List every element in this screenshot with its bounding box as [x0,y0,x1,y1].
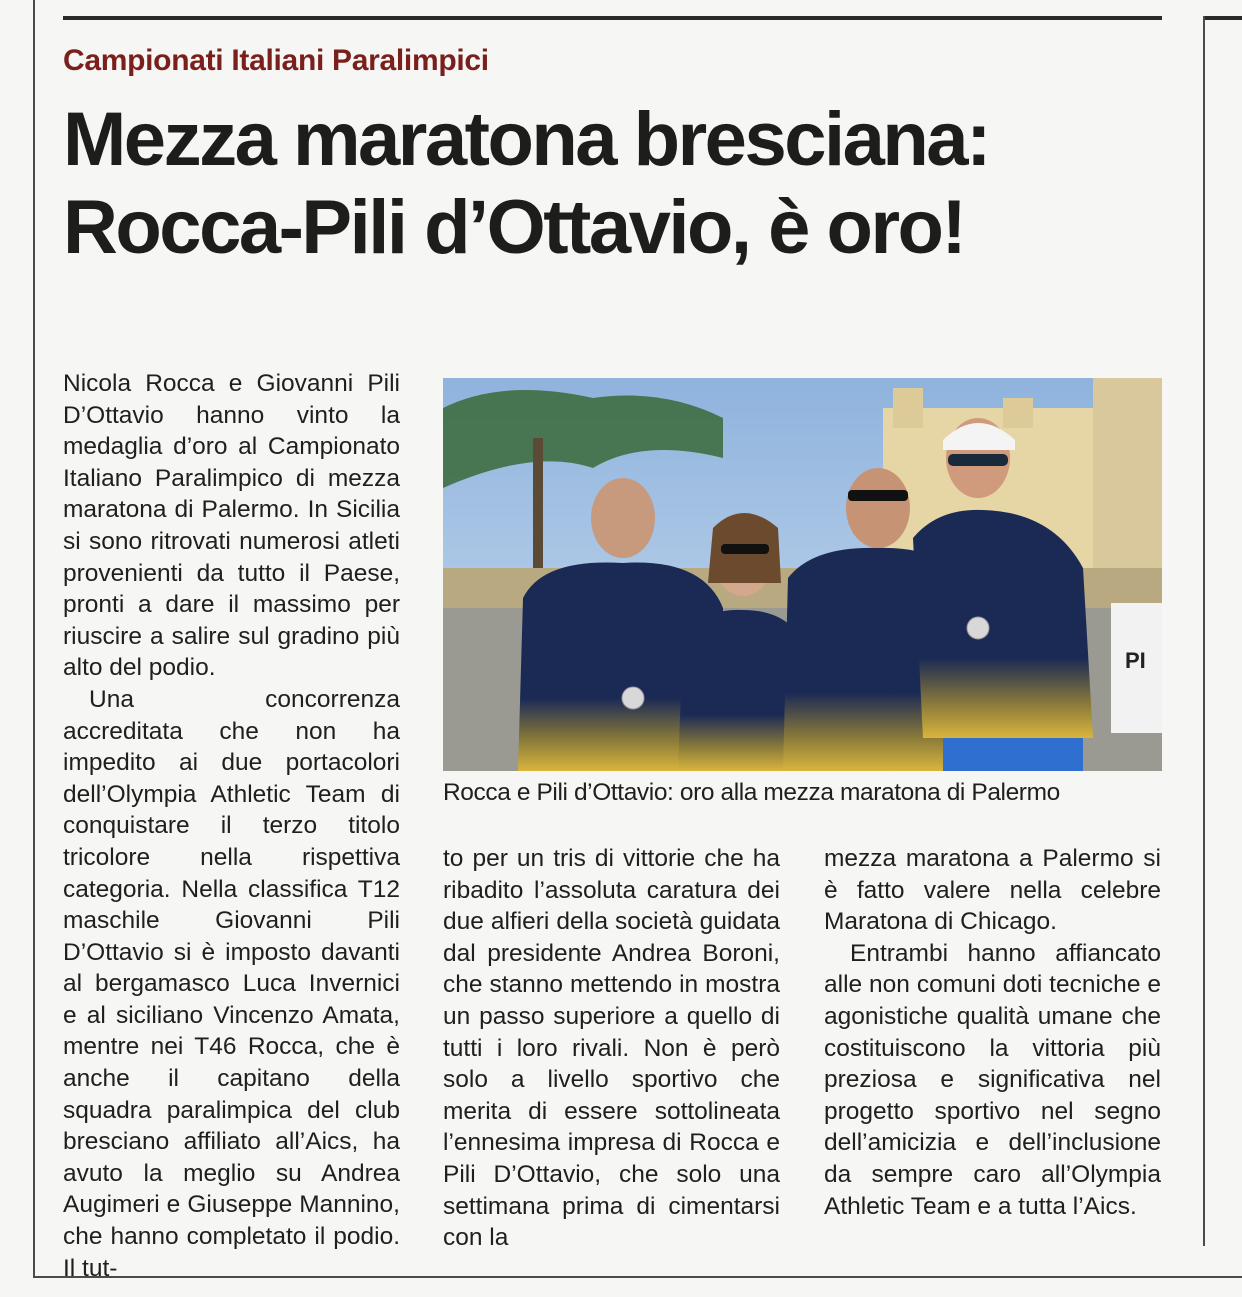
page-frame-left [33,0,35,1278]
headline-line-1: Mezza maratona bresciana: [63,97,989,182]
text-column-3 [824,843,1161,1222]
column-divider-rule [1203,16,1205,1246]
top-rule-next-column [1205,16,1242,20]
paragraph: Entrambi hanno affiancato alle non comuni doti tecniche e agonistiche qualità umane che costituiscono la vittoria più preziosa e significativa nel progetto sportivo nel segno dell’amicizia e dell’inclusione da sempre caro all’Olympia Athletic Team e a tutta l’Aics. [824,939,1161,1220]
paragraph: Una concorrenza accreditata che non ha impedito ai due portacolori dell’Olympia Athletic Team di conquistare il terzo titolo tricolore nella rispettiva categoria. Nella classifica T12 maschile Giovanni Pili D’Ottavio si è imposto davanti al bergamasco Luca Invernici e al siciliano Vincenzo Amata, mentre nei T46 Rocca, che è anche il capitano della squadra paralimpica del club bresciano affiliato all’Aics, ha avuto la meglio su Andrea Augimeri e Giuseppe Mannino, che hanno completato il podio. Il tut- [63,685,400,1282]
athletes-photo-illustration [443,378,1162,771]
article-headline [63,96,1183,272]
text-column-2 [443,843,780,1254]
text-column-1 [63,368,400,1284]
banner-text: PI [1125,648,1146,673]
photo-caption: Rocca e Pili d’Ottavio: oro alla mezza maratona di Palermo [443,779,1060,806]
article-kicker: Campionati Italiani Paralimpici [63,44,489,77]
article-photo [443,378,1162,771]
top-rule [63,16,1162,20]
paragraph: mezza maratona a Palermo si è fatto valere nella celebre Maratona di Chicago. [824,845,1161,936]
paragraph: to per un tris di vittorie che ha ribadito l’assoluta caratura dei due alfieri della società guidata dal presidente Andrea Boroni, che stanno mettendo in mostra un passo superiore a quello di tutti i loro rivali. Non è però solo a livello sportivo che merita di essere sottolineata l’ennesima impresa di Rocca e Pili D’Ottavio, che solo una settimana prima di cimentarsi con la [443,845,780,1252]
headline-line-2: Rocca-Pili d’Ottavio, è oro! [63,185,965,270]
paragraph: Nicola Rocca e Giovanni Pili D’Ottavio hanno vinto la medaglia d’oro al Campionato Italiano Paralimpico di mezza maratona di Palermo. In Sicilia si sono ritrovati numerosi atleti provenienti da tutto il Paese, pronti a dare il massimo per riuscire a salire sul gradino più alto del podio. [63,370,400,682]
